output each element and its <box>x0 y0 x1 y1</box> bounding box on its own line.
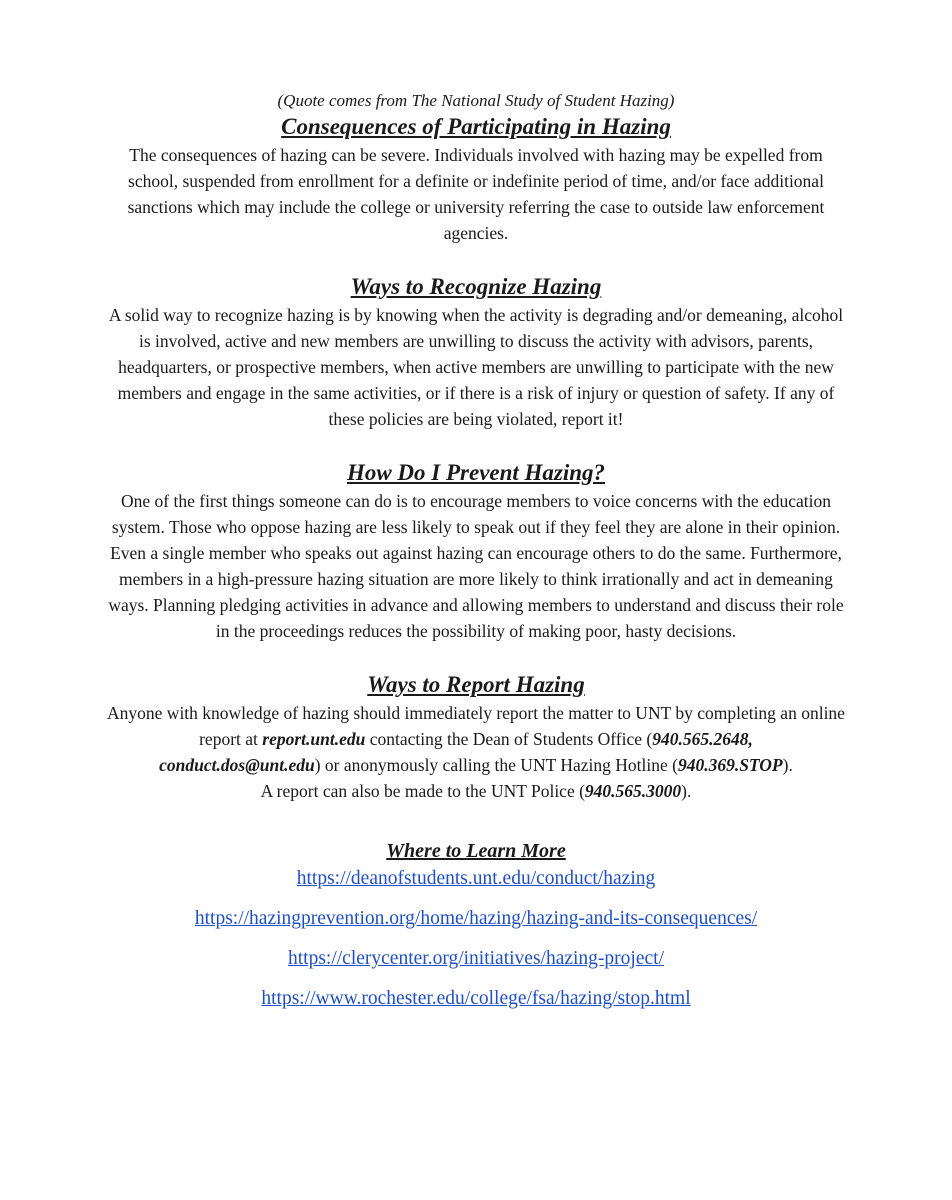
report-body <box>106 700 846 804</box>
prevent-heading: How Do I Prevent Hazing? <box>346 460 606 485</box>
consequences-body: The consequences of hazing can be severe. Individuals involved with hazing may be expelled from school, suspended from enrollment for a definite or indefinite period of time, and/or face additional sanctions which may include the college or university referring the case to outside law enforcement agencies. <box>127 145 825 243</box>
police-phone: 940.565.3000 <box>584 781 682 801</box>
recognize-body: A solid way to recognize hazing is by knowing when the activity is degrading and/or demeaning, alcohol is involved, active and new members are unwilling to discuss the activity with advisors, parents, headquarters, or prospective members, when active members are unwilling to participate with the new members and engage in the same activities, or if there is a risk of injury or question of safety. If any of these policies are being violated, report it! <box>108 305 844 429</box>
spacer <box>0 246 952 272</box>
consequences-heading: Consequences of Participating in Hazing <box>281 114 671 139</box>
report-text-2: contacting the Dean of Students Office ( <box>365 729 653 749</box>
prevent-section <box>0 458 952 644</box>
spacer <box>0 432 952 458</box>
consequences-section <box>0 112 952 246</box>
spacer <box>0 804 952 830</box>
report-text-4: ). <box>782 755 793 775</box>
report-text-5: A report can also be made to the UNT Police ( <box>260 781 585 801</box>
report-heading: Ways to Report Hazing <box>367 672 585 697</box>
learn-more-section <box>0 838 952 1012</box>
report-site-link[interactable]: report.unt.edu <box>262 729 366 749</box>
spacer <box>0 644 952 670</box>
prevent-body: One of the first things someone can do is to encourage members to voice concerns with the education system. Those who oppose hazing are less likely to speak out if they feel they are alone in their opinion. Even a single member who speaks out against hazing can encourage others to do the same. Furthermore, members in a high-pressure hazing situation are more likely to think irrationally and act in demeaning ways. Planning pledging activities in advance and allowing members to understand and discuss their role in the proceedings reduces the possibility of making poor, hasty decisions. <box>108 491 844 641</box>
link-clery-center[interactable]: https://clerycenter.org/initiatives/hazing-project/ <box>288 948 664 969</box>
dos-phone: 940.565.2648, <box>652 729 753 749</box>
link-rochester[interactable]: https://www.rochester.edu/college/fsa/hazing/stop.html <box>261 988 691 1009</box>
link-hazing-prevention[interactable]: https://hazingprevention.org/home/hazing/hazing-and-its-consequences/ <box>194 908 758 929</box>
report-text-6: ). <box>681 781 692 801</box>
recognize-section <box>0 272 952 432</box>
link-unt-dean-of-students[interactable]: https://deanofstudents.unt.edu/conduct/hazing <box>296 868 656 889</box>
resource-links <box>0 866 952 1012</box>
report-text-1: Anyone with knowledge of hazing should immediately report the matter to UNT by completing an online report at <box>107 703 845 749</box>
report-section <box>0 670 952 804</box>
quote-source-note: (Quote comes from The National Study of Student Hazing) <box>277 91 675 110</box>
dos-email[interactable]: conduct.dos@unt.edu <box>159 755 315 775</box>
report-text-3: ) or anonymously calling the UNT Hazing Hotline ( <box>314 755 678 775</box>
learn-more-heading: Where to Learn More <box>386 840 566 862</box>
hotline-number: 940.369.STOP <box>677 755 783 775</box>
recognize-heading: Ways to Recognize Hazing <box>350 274 602 299</box>
